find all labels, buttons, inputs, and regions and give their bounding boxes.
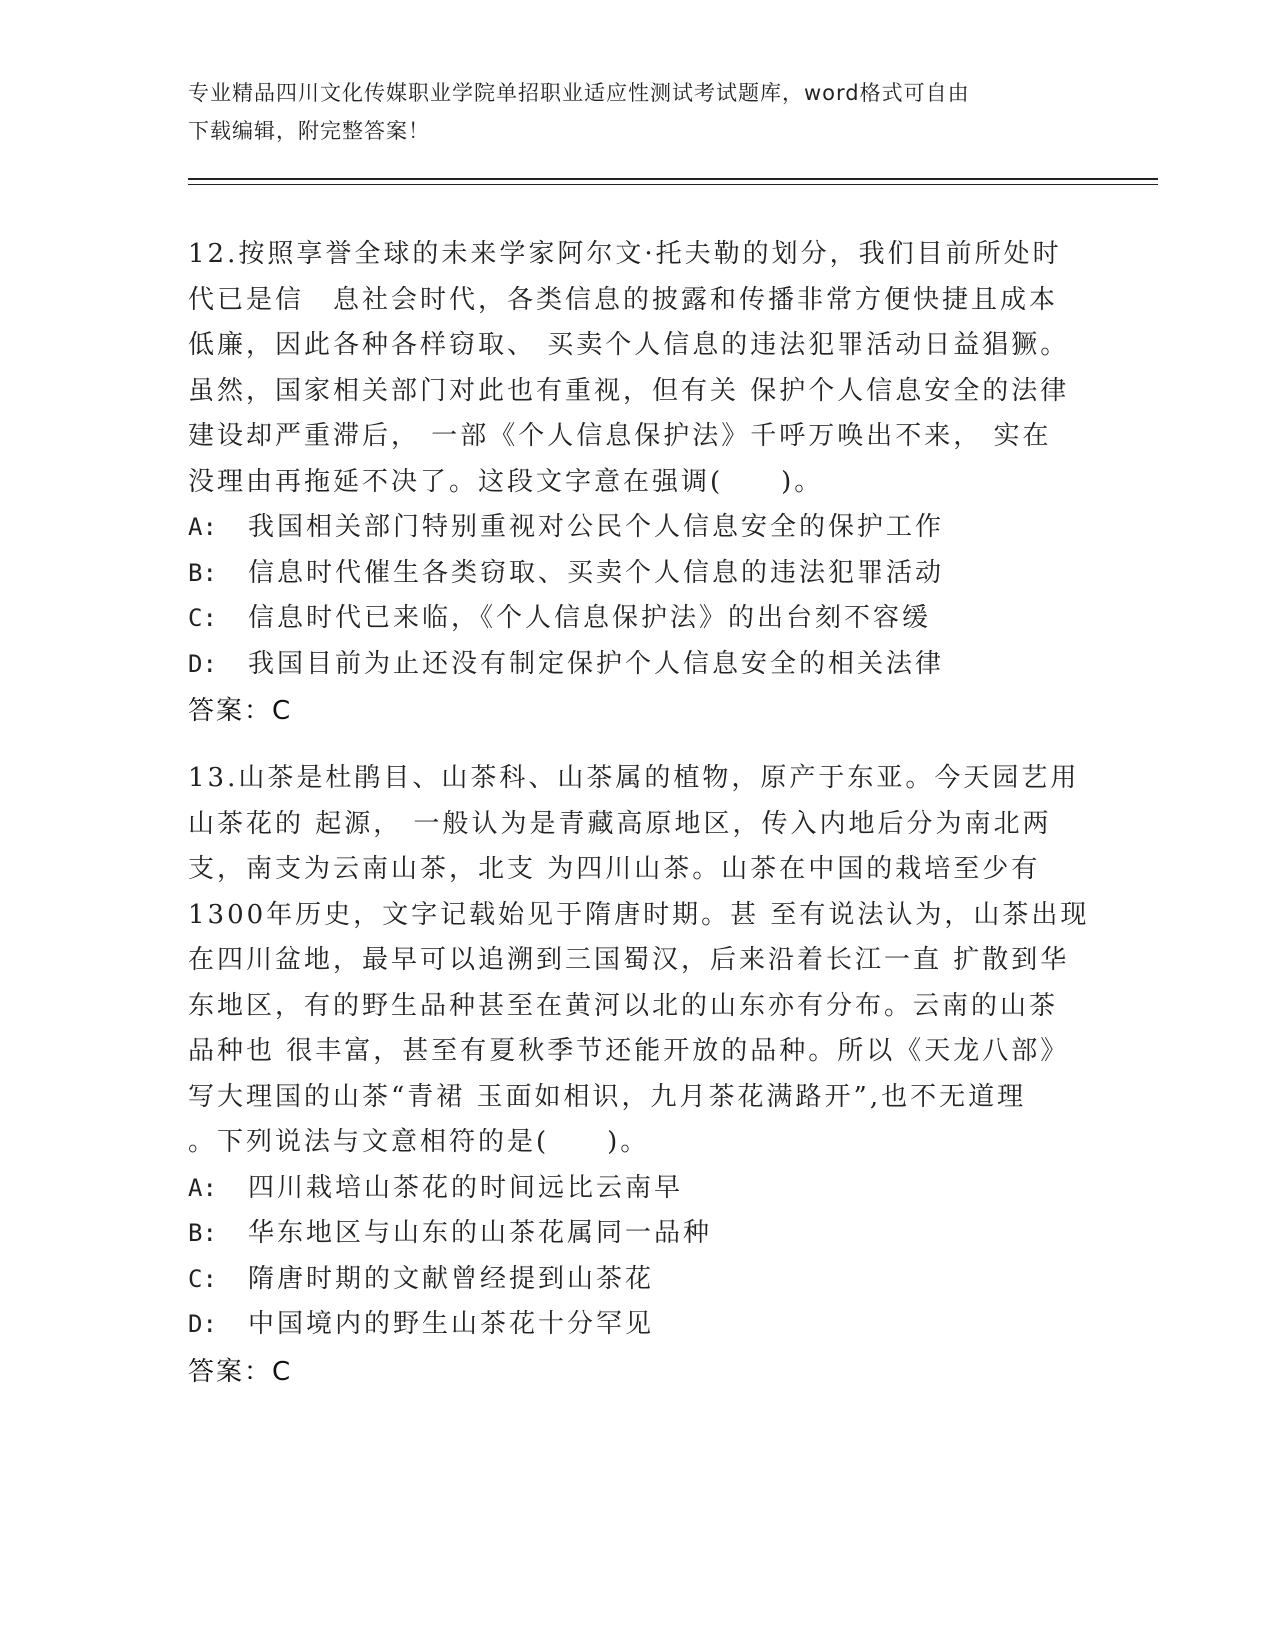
option-letter: A: bbox=[188, 513, 217, 541]
header-divider-thick bbox=[188, 178, 1158, 180]
stem-line: 13.山茶是杜鹃目、山茶科、山茶属的植物，原产于东亚。今天园艺用 bbox=[188, 763, 1080, 793]
header-divider-thin bbox=[188, 184, 1158, 185]
option-text: 信息时代已来临，《个人信息保护法》的出台刻不容缓 bbox=[248, 603, 932, 633]
option-letter: A: bbox=[188, 1173, 217, 1202]
question-13 bbox=[188, 756, 1088, 1395]
stem-line: 虽然，国家相关部门对此也有重视，但有关 保护个人信息安全的法律 bbox=[188, 375, 1070, 406]
option-text: 华东地区与山东的山茶花属同一品种 bbox=[248, 1218, 713, 1248]
option-text: 隋唐时期的文献曾经提到山茶花 bbox=[248, 1263, 655, 1294]
option-d bbox=[188, 642, 1088, 688]
option-text: 我国目前为止还没有制定保护个人信息安全的相关法律 bbox=[248, 648, 945, 679]
option-c bbox=[188, 596, 1088, 642]
option-text: 信息时代催生各类窃取、买卖个人信息的违法犯罪活动 bbox=[248, 557, 945, 588]
option-letter: B: bbox=[188, 558, 217, 587]
option-a bbox=[188, 505, 1088, 551]
stem-line: 东地区，有的野生品种甚至在黄河以北的山东亦有分布。云南的山茶 bbox=[188, 990, 1059, 1021]
stem-line: 品种也 很丰富，甚至有夏秋季节还能开放的品种。所以《天龙八部》 bbox=[188, 1036, 1070, 1066]
stem-line: 山茶花的 起源， 一般认为是青藏高原地区，传入内地后分为南北两 bbox=[188, 808, 1052, 839]
question-12 bbox=[188, 232, 1088, 735]
answer-line: 答案：C bbox=[188, 1356, 293, 1387]
header-line-1: 专业精品四川文化传媒职业学院单招职业适应性测试考试题库，word格式可自由 bbox=[188, 81, 970, 105]
option-b bbox=[188, 551, 1088, 597]
option-letter: D: bbox=[188, 649, 217, 678]
stem-line: 代已是信 息社会时代，各类信息的披露和传播非常方便快捷且成本 bbox=[188, 284, 1059, 315]
page-header bbox=[188, 74, 1068, 150]
question-stem bbox=[188, 756, 1088, 1166]
option-c bbox=[188, 1257, 1088, 1303]
header-line-2: 下载编辑，附完整答案！ bbox=[188, 119, 430, 143]
stem-line: 。下列说法与文意相符的是( )。 bbox=[188, 1127, 650, 1157]
stem-line: 低廉，因此各种各样窃取、 买卖个人信息的违法犯罪活动日益猖獗。 bbox=[188, 330, 1070, 360]
option-d bbox=[188, 1302, 1088, 1348]
option-text: 中国境内的野生山茶花十分罕见 bbox=[248, 1309, 655, 1339]
option-letter: C: bbox=[188, 604, 217, 632]
stem-line: 支，南支为云南山茶，北支 为四川山茶。山茶在中国的栽培至少有 bbox=[188, 854, 1041, 884]
stem-line: 12.按照享誉全球的未来学家阿尔文·托夫勒的划分，我们目前所处时 bbox=[188, 239, 1062, 269]
stem-line: 写大理国的山茶“青裙 玉面如相识，九月茶花满路开”,也不无道理 bbox=[188, 1081, 1027, 1112]
stem-line: 没理由再拖延不决了。这段文字意在强调( )。 bbox=[188, 466, 824, 497]
option-letter: C: bbox=[188, 1264, 217, 1293]
answer-line: 答案：C bbox=[188, 696, 293, 726]
option-text: 四川栽培山茶花的时间远比云南早 bbox=[248, 1172, 684, 1203]
stem-line: 1300年历史，文字记载始见于隋唐时期。甚 至有说法认为，山茶出现 bbox=[188, 899, 1090, 930]
stem-line: 建设却严重滞后， 一部《个人信息保护法》千呼万唤出不来， 实在 bbox=[188, 421, 1052, 451]
option-letter: B: bbox=[188, 1219, 217, 1247]
option-letter: D: bbox=[188, 1310, 217, 1338]
option-text: 我国相关部门特别重视对公民个人信息安全的保护工作 bbox=[248, 512, 945, 542]
option-b bbox=[188, 1211, 1088, 1257]
stem-line: 在四川盆地，最早可以追溯到三国蜀汉，后来沿着长江一直 扩散到华 bbox=[188, 945, 1070, 975]
option-a bbox=[188, 1166, 1088, 1212]
question-stem bbox=[188, 232, 1088, 505]
